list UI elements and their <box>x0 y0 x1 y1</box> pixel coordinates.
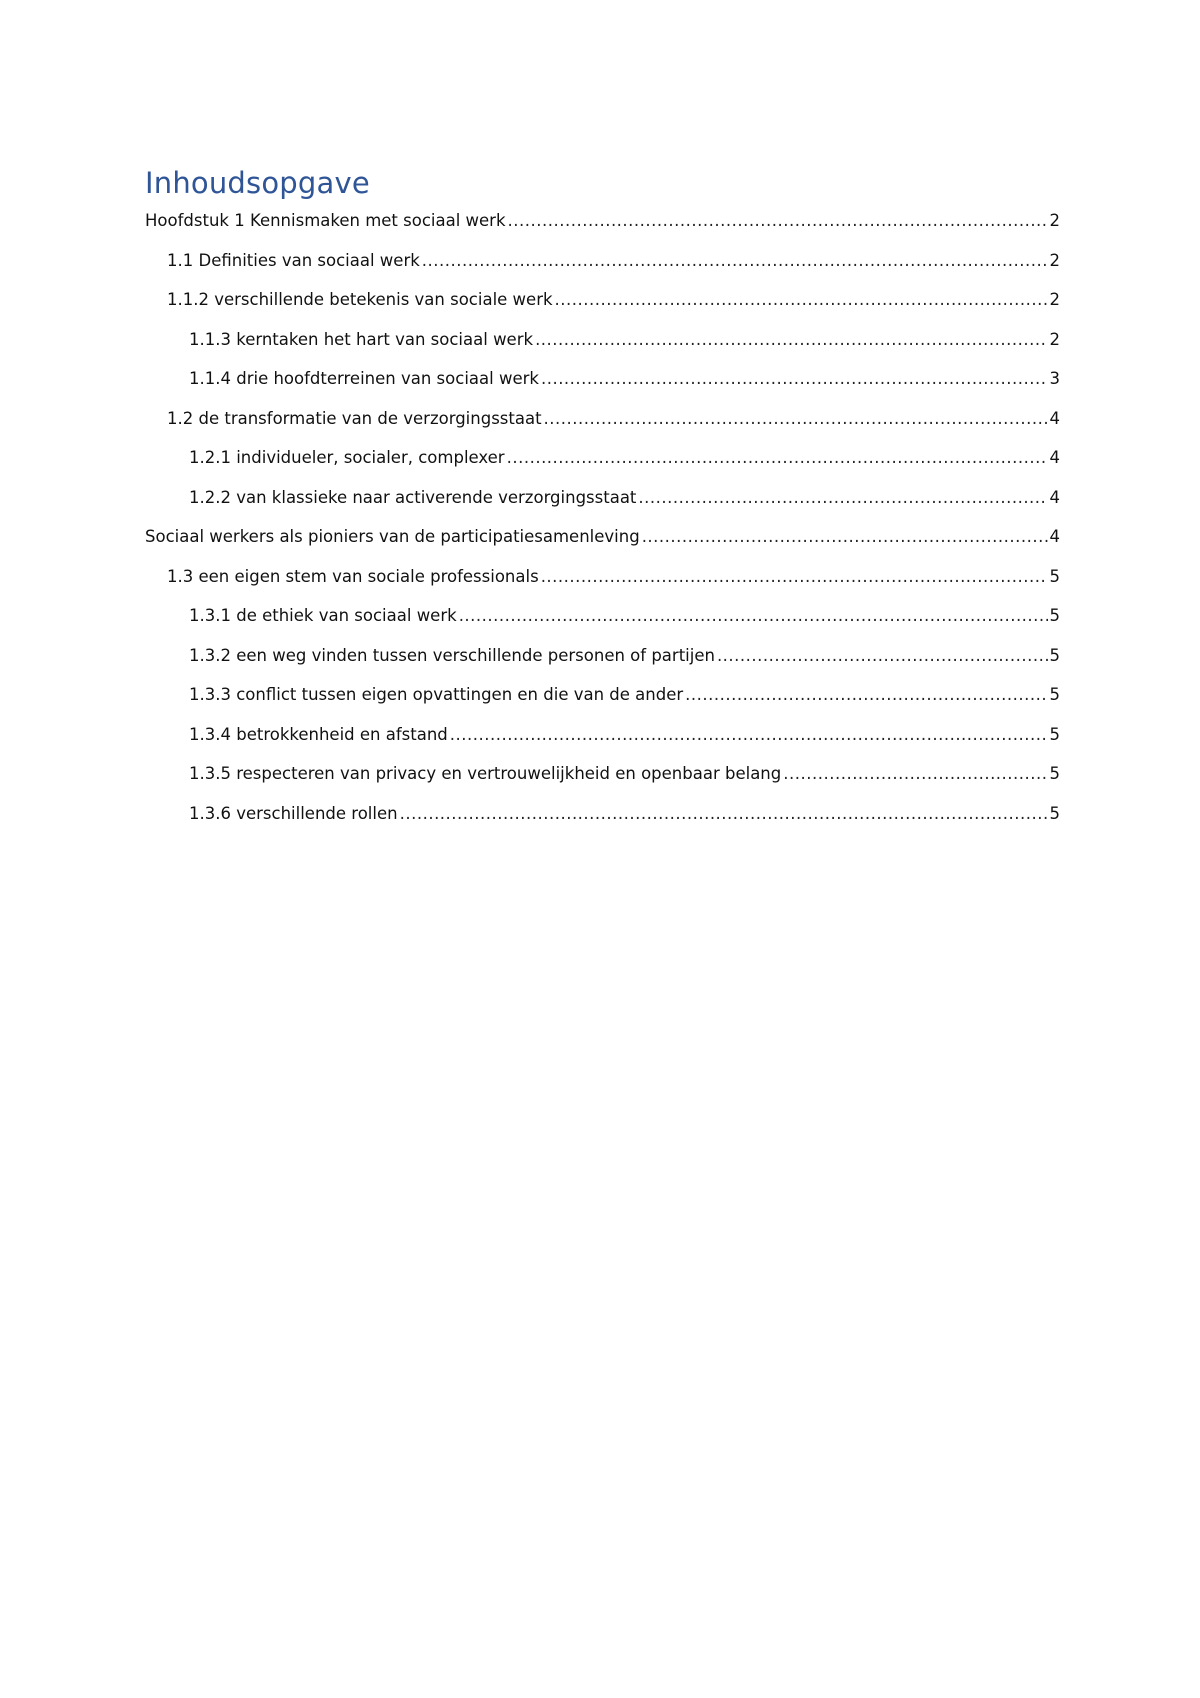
toc-entry-text[interactable]: 1.2.1 individueler, socialer, complexer <box>189 448 505 467</box>
toc-entry-text[interactable]: Sociaal werkers als pioniers van de participatiesamenleving <box>145 527 640 546</box>
toc-entry[interactable] <box>145 209 1060 249</box>
toc-entry[interactable] <box>145 249 1060 289</box>
toc-page-number[interactable]: 5 <box>1049 685 1060 704</box>
toc-page-number[interactable]: 5 <box>1049 566 1060 586</box>
toc-entry[interactable] <box>145 367 1060 407</box>
toc-entry-text[interactable]: 1.3.3 conflict tussen eigen opvattingen en die van de ander <box>189 685 684 704</box>
toc-page-number[interactable]: 2 <box>1049 329 1060 349</box>
table-of-contents <box>145 165 1060 841</box>
toc-entry-text[interactable]: 1.2.2 van klassieke naar activerende verzorgingsstaat <box>189 487 637 507</box>
toc-dot-leader <box>450 723 1048 747</box>
toc-page-number[interactable]: 2 <box>1049 290 1060 309</box>
toc-entry[interactable] <box>145 762 1060 802</box>
toc-dot-leader <box>642 525 1048 549</box>
toc-title: Inhoudsopgave <box>145 166 370 200</box>
toc-dot-leader <box>400 802 1048 826</box>
toc-entry-text[interactable]: 1.2 de transformatie van de verzorgingsstaat <box>167 408 542 428</box>
toc-dot-leader <box>422 249 1048 273</box>
toc-entry-text[interactable]: 1.3.4 betrokkenheid en afstand <box>189 724 448 744</box>
toc-page-number[interactable]: 2 <box>1049 250 1060 270</box>
toc-list <box>145 209 1060 841</box>
toc-dot-leader <box>507 446 1048 470</box>
toc-dot-leader <box>555 288 1048 312</box>
toc-dot-leader <box>541 367 1048 391</box>
toc-dot-leader <box>717 644 1048 668</box>
toc-dot-leader <box>508 209 1048 233</box>
toc-entry-text[interactable]: 1.3.5 respecteren van privacy en vertrouwelijkheid en openbaar belang <box>189 764 782 783</box>
toc-entry[interactable] <box>145 288 1060 328</box>
toc-dot-leader <box>638 486 1047 510</box>
toc-entry-text[interactable]: 1.3.1 de ethiek van sociaal werk <box>189 606 457 625</box>
toc-entry[interactable] <box>145 802 1060 842</box>
toc-page-number[interactable]: 4 <box>1049 527 1060 546</box>
toc-page-number[interactable]: 4 <box>1049 408 1060 428</box>
toc-page-number[interactable]: 5 <box>1049 764 1060 783</box>
toc-page-number[interactable]: 3 <box>1049 369 1060 388</box>
toc-entry[interactable] <box>145 486 1060 526</box>
toc-page-number[interactable]: 2 <box>1049 211 1060 230</box>
toc-dot-leader <box>783 762 1047 786</box>
toc-entry[interactable] <box>145 604 1060 644</box>
toc-page-number[interactable]: 5 <box>1049 724 1060 744</box>
toc-page-number[interactable]: 5 <box>1049 645 1060 665</box>
toc-dot-leader <box>685 683 1047 707</box>
toc-entry-text[interactable]: 1.3.6 verschillende rollen <box>189 803 398 823</box>
toc-page-number[interactable]: 5 <box>1049 803 1060 823</box>
toc-entry[interactable] <box>145 644 1060 684</box>
toc-page-number[interactable]: 4 <box>1049 487 1060 507</box>
toc-entry[interactable] <box>145 446 1060 486</box>
toc-dot-leader <box>541 565 1048 589</box>
toc-page-number[interactable]: 4 <box>1049 448 1060 467</box>
toc-dot-leader <box>535 328 1047 352</box>
toc-entry-text[interactable]: 1.1.2 verschillende betekenis van sociale werk <box>167 290 553 309</box>
toc-entry-text[interactable]: 1.1.3 kerntaken het hart van sociaal werk <box>189 329 534 349</box>
toc-entry[interactable] <box>145 525 1060 565</box>
toc-dot-leader <box>459 604 1048 628</box>
toc-entry-text[interactable]: 1.3 een eigen stem van sociale professionals <box>167 566 539 586</box>
toc-dot-leader <box>544 407 1048 431</box>
toc-entry[interactable] <box>145 723 1060 763</box>
toc-page-number[interactable]: 5 <box>1049 606 1060 625</box>
toc-entry[interactable] <box>145 328 1060 368</box>
toc-entry[interactable] <box>145 407 1060 447</box>
toc-entry-text[interactable]: 1.3.2 een weg vinden tussen verschillende personen of partijen <box>189 645 715 665</box>
toc-entry-text[interactable]: 1.1 Definities van sociaal werk <box>167 250 420 270</box>
toc-entry-text[interactable]: 1.1.4 drie hoofdterreinen van sociaal werk <box>189 369 539 388</box>
toc-entry[interactable] <box>145 683 1060 723</box>
toc-entry-text[interactable]: Hoofdstuk 1 Kennismaken met sociaal werk <box>145 211 506 230</box>
toc-entry[interactable] <box>145 565 1060 605</box>
